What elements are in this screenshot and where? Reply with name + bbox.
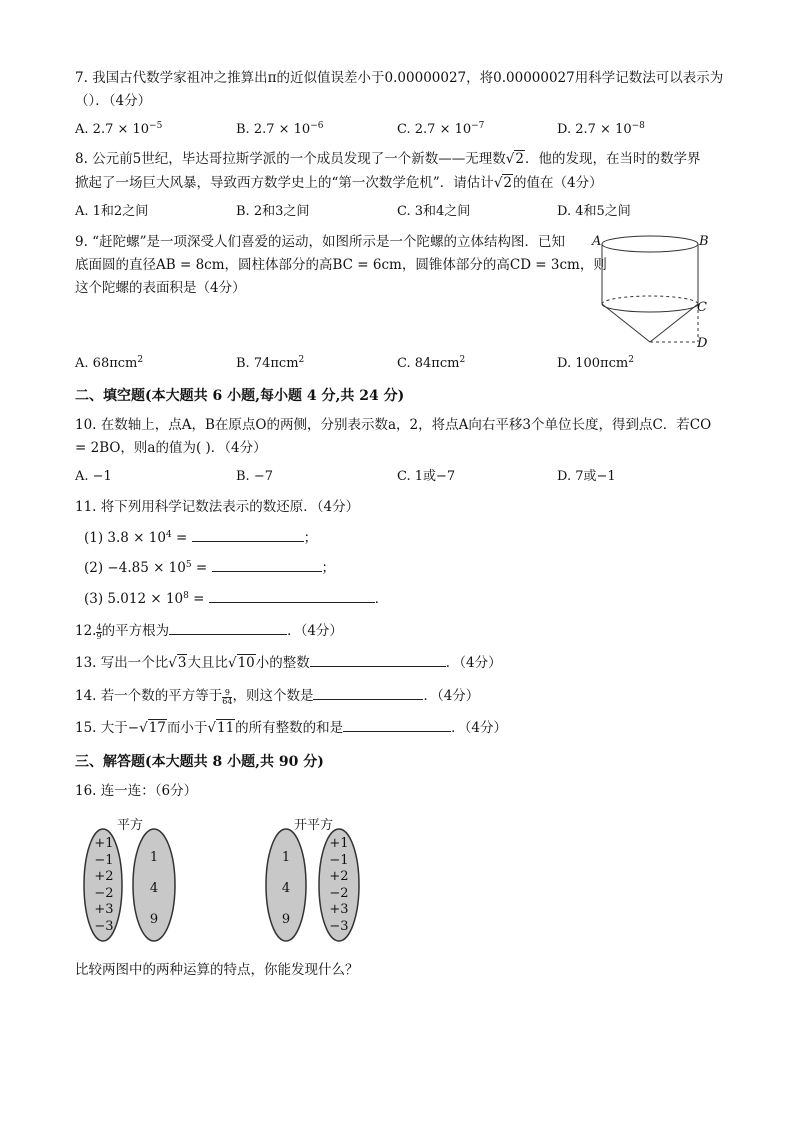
cone-left-edge bbox=[602, 304, 650, 342]
q10-option-c[interactable]: C. 1或−7 bbox=[397, 469, 456, 484]
section-2-heading: 二、填空题(本大题共 6 小题,每小题 4 分,共 24 分) bbox=[75, 388, 405, 404]
q8-stem-line2: 掀起了一场巨大风暴，导致西方数学史上的“第一次数学危机”．请估计√2的值在（4分） bbox=[75, 175, 603, 191]
q8-radicand-1: 2 bbox=[515, 151, 524, 167]
q16-stem: 16. 连一连：（6分） bbox=[75, 783, 198, 799]
fig1-square-item: 9 bbox=[149, 912, 159, 927]
fig2-square-list bbox=[276, 842, 296, 935]
q12-stem: 12. $\frac{4}{9}$ 的平方根为 ．（4分） bbox=[75, 623, 343, 641]
fig2-signed-item: +3 bbox=[329, 902, 349, 917]
q11-item-3: (3) $5.012 \times 10^8$ = ． bbox=[84, 591, 389, 607]
q11-stem: 11. 将下列用科学记数法表示的数还原．（4分） bbox=[75, 499, 360, 515]
q9-stem-line1: 9. “赶陀螺”是一项深受人们喜爱的运动，如图所示是一个陀螺的立体结构图．已知 bbox=[75, 234, 565, 250]
fig2-title: 开平方 bbox=[294, 818, 334, 833]
cone-right-edge bbox=[650, 304, 698, 342]
fig1-signed-item: +3 bbox=[94, 902, 114, 917]
q7-option-d[interactable]: D. $2.7 \times 10^{-8}$ bbox=[557, 121, 645, 137]
fig1-signed-item: −1 bbox=[94, 852, 114, 868]
q7-option-a[interactable]: A. $2.7 \times 10^{-5}$ bbox=[75, 121, 163, 137]
q8-stem-line1: 8. 公元前5世纪，毕达哥拉斯学派的一个成员发现了一个新数——无理数√2．他的发现，在当时的数学界 bbox=[75, 151, 701, 167]
q14-fraction: $\frac{9}{64}$ bbox=[222, 688, 233, 706]
fig1-title: 平方 bbox=[117, 818, 144, 833]
q10-option-b[interactable]: B. −7 bbox=[236, 469, 273, 484]
q9-option-d[interactable]: D. 100πcm$^2$ bbox=[557, 355, 634, 371]
q15-blank[interactable] bbox=[343, 719, 451, 732]
q16-question: 比较两图中的两种运算的特点，你能发现什么？ bbox=[75, 962, 359, 978]
q8-radicand-2: 2 bbox=[503, 175, 513, 191]
q9-option-c[interactable]: C. 84πcm$^2$ bbox=[397, 355, 466, 371]
q13-blank[interactable] bbox=[310, 654, 446, 667]
q11-item-1: (1) $3.8 \times 10^4$ = ； bbox=[84, 530, 318, 546]
q10-option-d[interactable]: D. 7或−1 bbox=[557, 469, 616, 484]
fig1-square-item: 4 bbox=[149, 881, 159, 896]
q7-stem-line1: 7. 我国古代数学家祖冲之推算出π的近似值误差小于0.00000027，将0.00000027用科学记数法可以表示为 bbox=[75, 70, 724, 86]
q7-option-b[interactable]: B. $2.7 \times 10^{-6}$ bbox=[236, 121, 324, 137]
q10-stem-line1: 10. 在数轴上，点A，B在原点O的两侧，分别表示数a，2，将点A向右平移3个单位长度，得到点C．若CO bbox=[75, 417, 712, 433]
q9-option-a[interactable]: A. 68πcm$^2$ bbox=[75, 355, 144, 371]
fig1-signed-list bbox=[92, 836, 116, 935]
q8-option-c[interactable]: C. 3和4之间 bbox=[397, 204, 471, 219]
fig2-signed-item: +1 bbox=[329, 836, 349, 851]
label-D: D bbox=[697, 336, 708, 351]
fig1-square-item: 1 bbox=[149, 850, 159, 865]
q11-blank-2[interactable] bbox=[212, 559, 322, 572]
bottom-ellipse-back bbox=[602, 296, 698, 304]
fig2-square-item: 9 bbox=[281, 912, 291, 927]
fig1-signed-item: +2 bbox=[94, 869, 114, 884]
label-A: A bbox=[592, 234, 602, 249]
q7-option-c[interactable]: C. $2.7 \times 10^{-7}$ bbox=[397, 121, 485, 137]
section-3-heading: 三、解答题(本大题共 8 小题,共 90 分) bbox=[75, 754, 324, 770]
q12-fraction: $\frac{4}{9}$ bbox=[96, 623, 102, 641]
q11-item-2: $(2) -4.85 \times 10^5$ = ； bbox=[84, 560, 335, 576]
fig2-signed-item: +2 bbox=[329, 869, 349, 884]
label-C: C bbox=[697, 300, 707, 315]
q9-stem-line2: 底面圆的直径AB = 8cm，圆柱体部分的高BC = 6cm，圆锥体部分的高CD = 3cm，则 bbox=[75, 257, 607, 273]
spinning-top-diagram bbox=[590, 232, 720, 352]
q12-blank[interactable] bbox=[169, 622, 287, 635]
fig1-signed-item: −2 bbox=[94, 885, 114, 901]
fig2-signed-item: −1 bbox=[329, 852, 349, 868]
q13-stem: 13. 写出一个比√3大且比√10小的整数 ．（4分） bbox=[75, 655, 502, 671]
q9-option-b[interactable]: B. 74πcm$^2$ bbox=[236, 355, 305, 371]
q14-blank[interactable] bbox=[313, 687, 423, 700]
q8-option-b[interactable]: B. 2和3之间 bbox=[236, 204, 310, 219]
fig2-square-item: 1 bbox=[281, 850, 291, 865]
fig2-signed-list bbox=[327, 836, 351, 935]
fig1-square-list bbox=[144, 842, 164, 935]
q11-blank-1[interactable] bbox=[192, 529, 304, 542]
fig2-square-item: 4 bbox=[281, 881, 291, 896]
q14-stem: 14. 若一个数的平方等于 $\frac{9}{64}$ ，则这个数是 ．（4分） bbox=[75, 688, 480, 706]
fig2-signed-item: −3 bbox=[329, 918, 349, 934]
fig2-signed-item: −2 bbox=[329, 885, 349, 901]
q7-stem-line2: （）．（4分） bbox=[75, 93, 152, 109]
q8-option-a[interactable]: A. 1和2之间 bbox=[75, 204, 149, 219]
q10-stem-line2: = 2BO，则a的值为( )．（4分） bbox=[75, 440, 267, 456]
q10-option-a[interactable]: A. −1 bbox=[75, 469, 112, 484]
fig1-signed-item: −3 bbox=[94, 918, 114, 934]
bottom-ellipse-front bbox=[602, 304, 698, 312]
q8-option-d[interactable]: D. 4和5之间 bbox=[557, 204, 631, 219]
q15-stem: 15. 大于−√17而小于√11的所有整数的和是 ．（4分） bbox=[75, 720, 508, 736]
q9-stem-line3: 这个陀螺的表面积是（4分） bbox=[75, 280, 246, 296]
label-B: B bbox=[699, 234, 709, 249]
top-ellipse bbox=[602, 236, 698, 252]
fig1-signed-item: +1 bbox=[94, 836, 114, 851]
q11-blank-3[interactable] bbox=[209, 590, 375, 603]
